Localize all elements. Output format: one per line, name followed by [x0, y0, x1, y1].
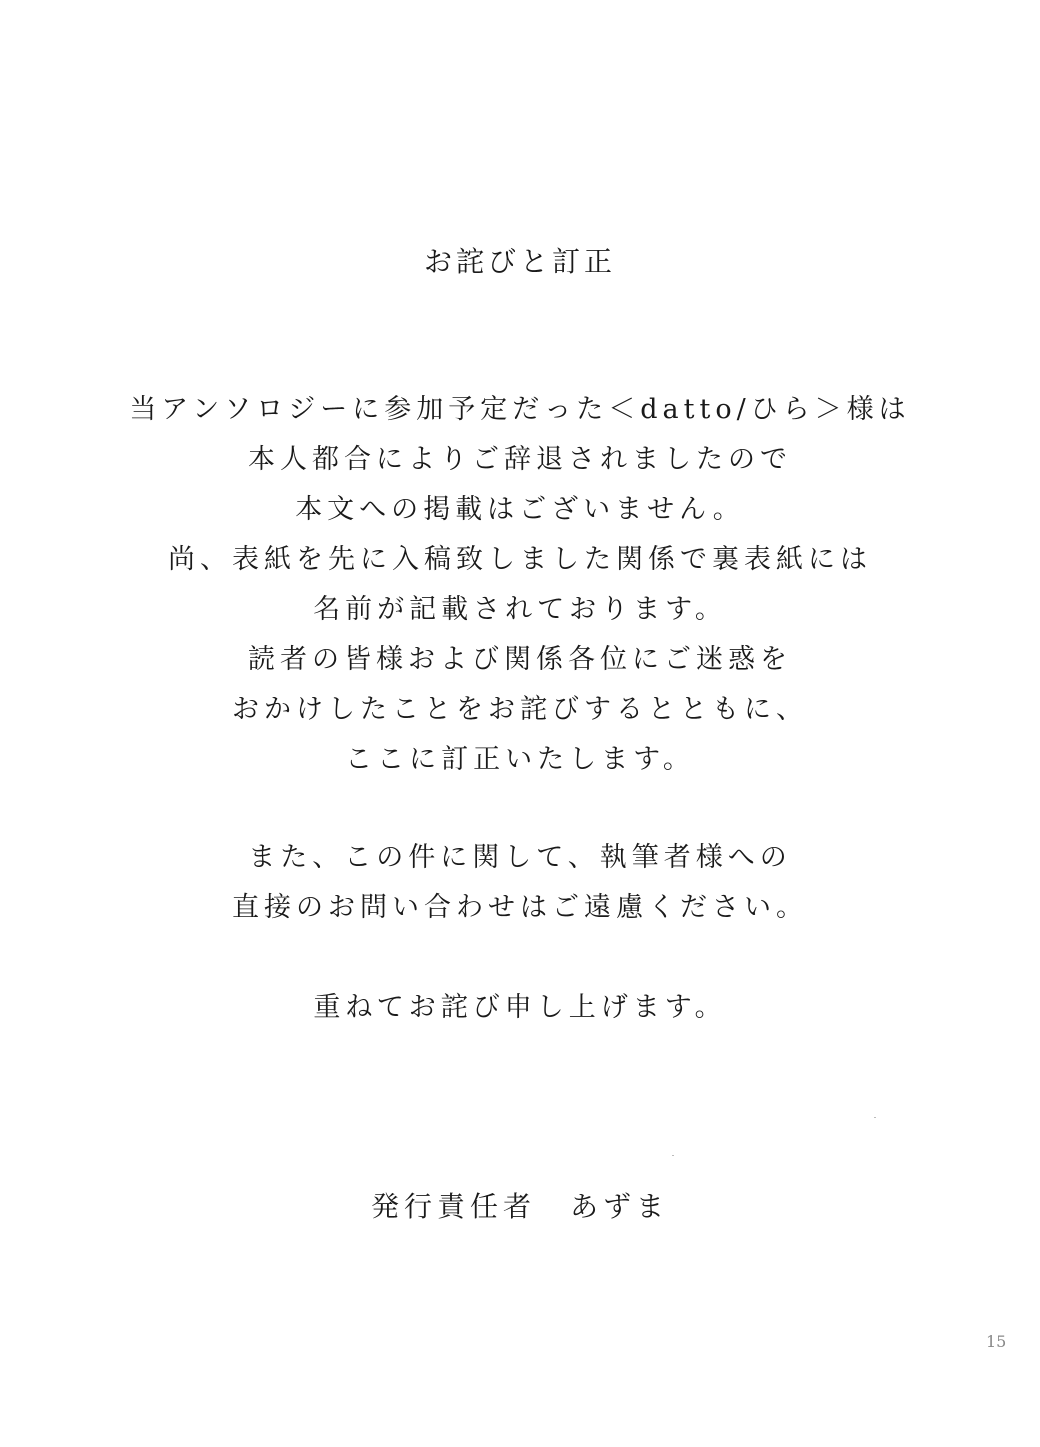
text-line: 本文への掲載はございません。: [295, 494, 745, 525]
text-line: 直接のお問い合わせはご遠慮ください。: [232, 892, 808, 923]
signature: [0, 1185, 1040, 1225]
scan-speck: [874, 1117, 876, 1118]
inquiry-paragraph: [0, 833, 1040, 933]
text-line: 本人都合によりご辞退されましたので: [248, 444, 792, 475]
text-line: 名前が記載されております。: [313, 594, 727, 625]
text-line: おかけしたことをお詫びするとともに、: [232, 694, 808, 725]
apology-paragraph: [0, 385, 1040, 785]
signature-name: あずま: [570, 1190, 670, 1223]
signature-role: 発行責任者: [370, 1190, 536, 1223]
document-title: お詫びと訂正: [423, 245, 616, 278]
closing-paragraph: [0, 983, 1040, 1033]
text-line: 尚、表紙を先に入稿致しました関係で裏表紙には: [168, 544, 872, 575]
text-line: 当アンソロジーに参加予定だった＜datto/ひら＞様は: [129, 394, 911, 425]
scan-speck: [672, 1155, 674, 1156]
text-line: また、この件に関して、執筆者様への: [248, 842, 792, 873]
page-number: 15: [986, 1332, 1007, 1351]
text-line: 読者の皆様および関係各位にご迷惑を: [248, 644, 792, 675]
text-line: 重ねてお詫び申し上げます。: [313, 992, 727, 1023]
text-line: ここに訂正いたします。: [345, 744, 695, 775]
